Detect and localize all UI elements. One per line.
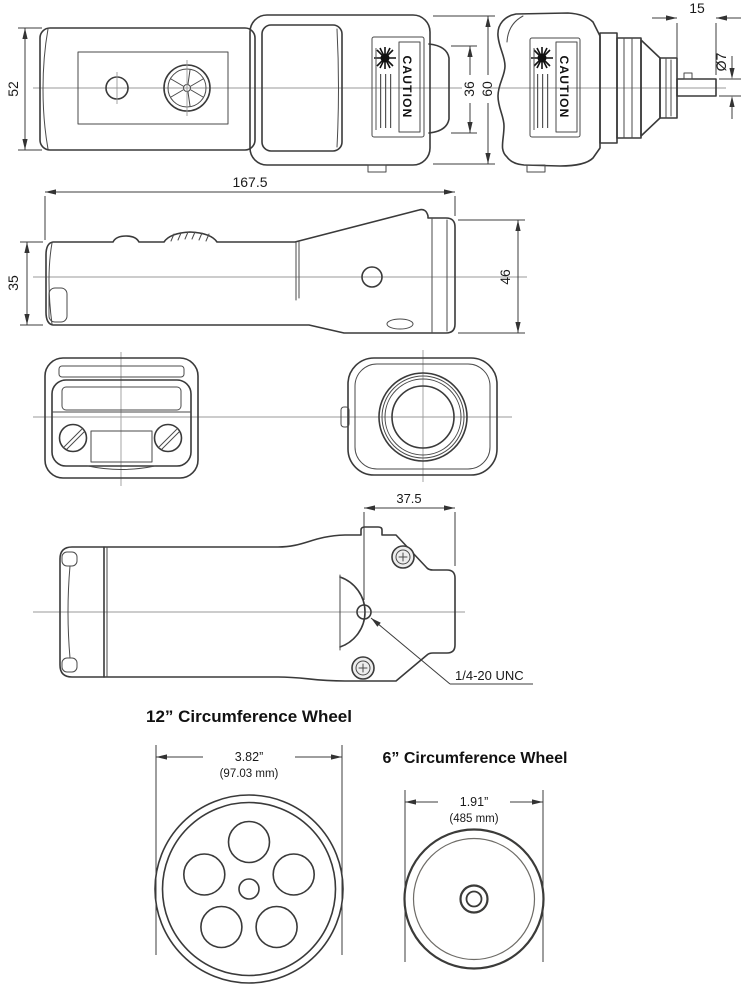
svg-text:46: 46 [497, 269, 513, 285]
view-rear [33, 352, 512, 486]
dim-wheel-12-diameter [156, 745, 342, 955]
dim-overall-length [45, 174, 455, 240]
battery-door [91, 431, 152, 462]
wheel-6-detail [383, 750, 568, 969]
caution-label-text: CAUTION [400, 55, 414, 119]
svg-text:(485 mm): (485 mm) [449, 813, 499, 825]
svg-text:15: 15 [689, 0, 705, 16]
dim-shaft-diameter [713, 52, 741, 119]
shaft [677, 79, 716, 96]
dim-head-height [458, 220, 525, 333]
caution-label-text: CAUTION [557, 55, 571, 119]
wheel-12 [155, 795, 343, 983]
svg-text:167.5: 167.5 [232, 174, 268, 190]
axle-hole [467, 892, 482, 907]
laser-starburst-icon [374, 47, 396, 69]
view-bottom [33, 491, 533, 684]
axle-hole [239, 879, 259, 899]
dim-handle-height [5, 242, 43, 325]
svg-text:36: 36 [461, 81, 477, 97]
dim-mount-offset [364, 491, 455, 600]
svg-text:35: 35 [5, 275, 21, 291]
wheel-12-detail [146, 707, 352, 983]
svg-text:60: 60 [479, 81, 495, 97]
svg-text:1/4-20 UNC: 1/4-20 UNC [455, 668, 524, 683]
screw-icon [352, 657, 374, 679]
caution-label [530, 38, 580, 137]
wheel-6 [405, 830, 544, 969]
dim-neck-width [451, 46, 477, 133]
screw-icon [60, 425, 87, 452]
svg-text:3.82”: 3.82” [234, 750, 264, 764]
view-top [5, 15, 495, 172]
wheel-12-title: 12” Circumference Wheel [146, 707, 352, 726]
svg-text:1.91”: 1.91” [459, 795, 489, 809]
view-front [341, 350, 497, 482]
screw-icon [155, 425, 182, 452]
screw-icon [392, 546, 414, 568]
display-window [62, 387, 181, 410]
svg-text:Ø7: Ø7 [713, 52, 729, 72]
view-side [5, 174, 527, 333]
svg-text:37.5: 37.5 [396, 491, 422, 506]
dim-handle-width [5, 28, 42, 150]
svg-text:(97.03 mm): (97.03 mm) [219, 768, 279, 780]
caution-label [372, 37, 424, 137]
svg-text:52: 52 [5, 81, 21, 97]
wheel-6-title: 6” Circumference Wheel [382, 750, 568, 767]
view-top-adapter [490, 0, 741, 172]
